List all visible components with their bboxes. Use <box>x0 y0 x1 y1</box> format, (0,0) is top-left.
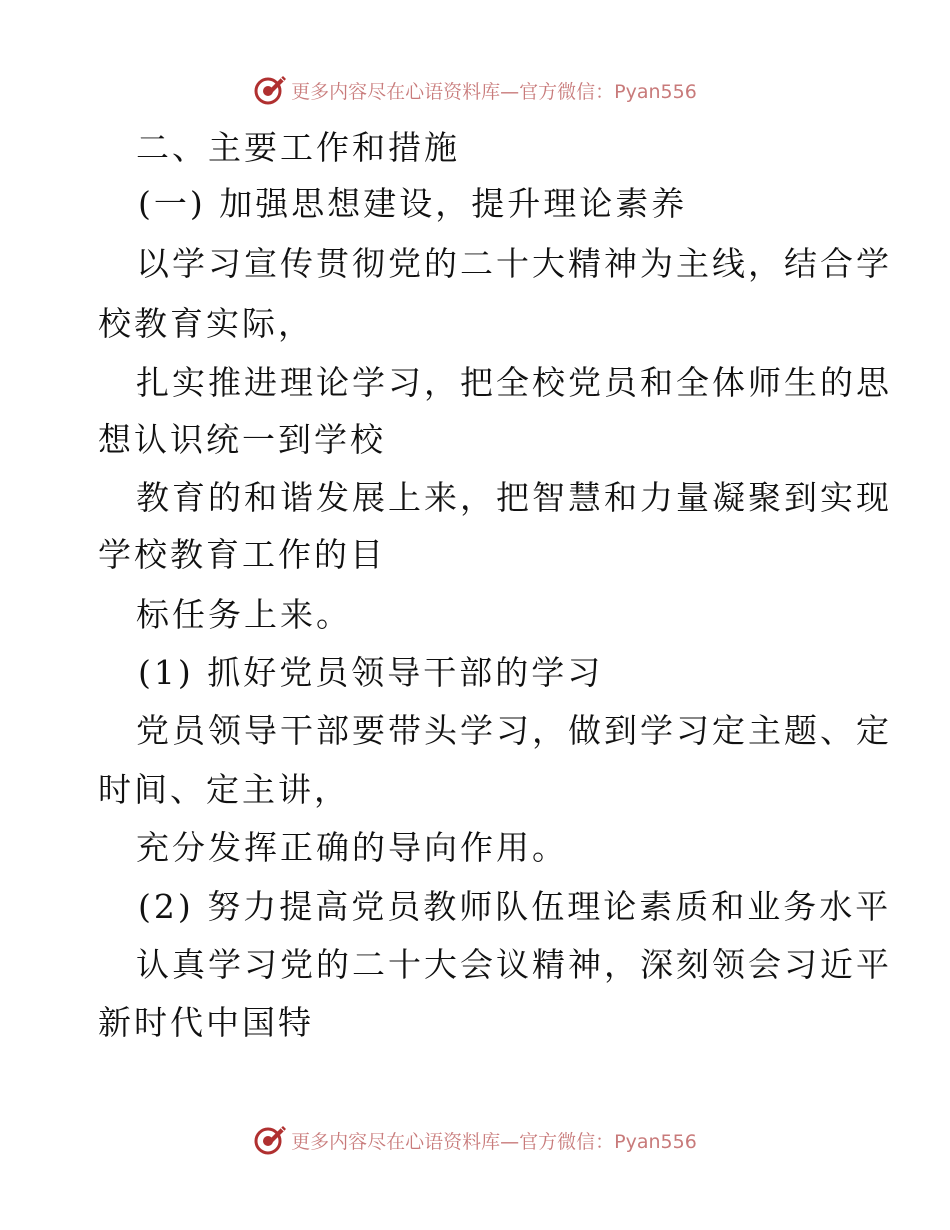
pen-logo-icon <box>253 1123 287 1157</box>
paragraph-line: 想认识统一到学校 <box>98 420 386 459</box>
watermark-text: 更多内容尽在心语资料库—官方微信：Pyan556 <box>291 1130 697 1153</box>
paragraph-line: 充分发挥正确的导向作用。 <box>136 828 568 867</box>
paragraph-line: 以学习宣传贯彻党的二十大精神为主线，结合学 <box>136 244 892 283</box>
paragraph-line: 校教育实际， <box>98 304 314 343</box>
pen-logo-icon <box>253 73 287 107</box>
section-heading: 二、主要工作和措施 <box>136 128 460 167</box>
item-heading: (2) 努力提高党员教师队伍理论素质和业务水平 <box>138 887 892 926</box>
subsection-heading: (一) 加强思想建设，提升理论素养 <box>138 184 688 223</box>
paragraph-line: 教育的和谐发展上来，把智慧和力量凝聚到实现 <box>136 478 892 517</box>
paragraph-line: 标任务上来。 <box>136 595 352 634</box>
watermark-text: 更多内容尽在心语资料库—官方微信：Pyan556 <box>291 80 697 103</box>
header-watermark <box>0 70 950 110</box>
paragraph-line: 新时代中国特 <box>98 1003 314 1042</box>
paragraph-line: 扎实推进理论学习，把全校党员和全体师生的思 <box>136 363 892 402</box>
paragraph-line: 认真学习党的二十大会议精神，深刻领会习近平 <box>136 945 892 984</box>
footer-watermark <box>0 1120 950 1160</box>
paragraph-line: 党员领导干部要带头学习，做到学习定主题、定 <box>136 711 892 750</box>
paragraph-line: 时间、定主讲， <box>98 770 350 809</box>
item-heading: (1) 抓好党员领导干部的学习 <box>138 653 604 692</box>
paragraph-line: 学校教育工作的目 <box>98 535 386 574</box>
